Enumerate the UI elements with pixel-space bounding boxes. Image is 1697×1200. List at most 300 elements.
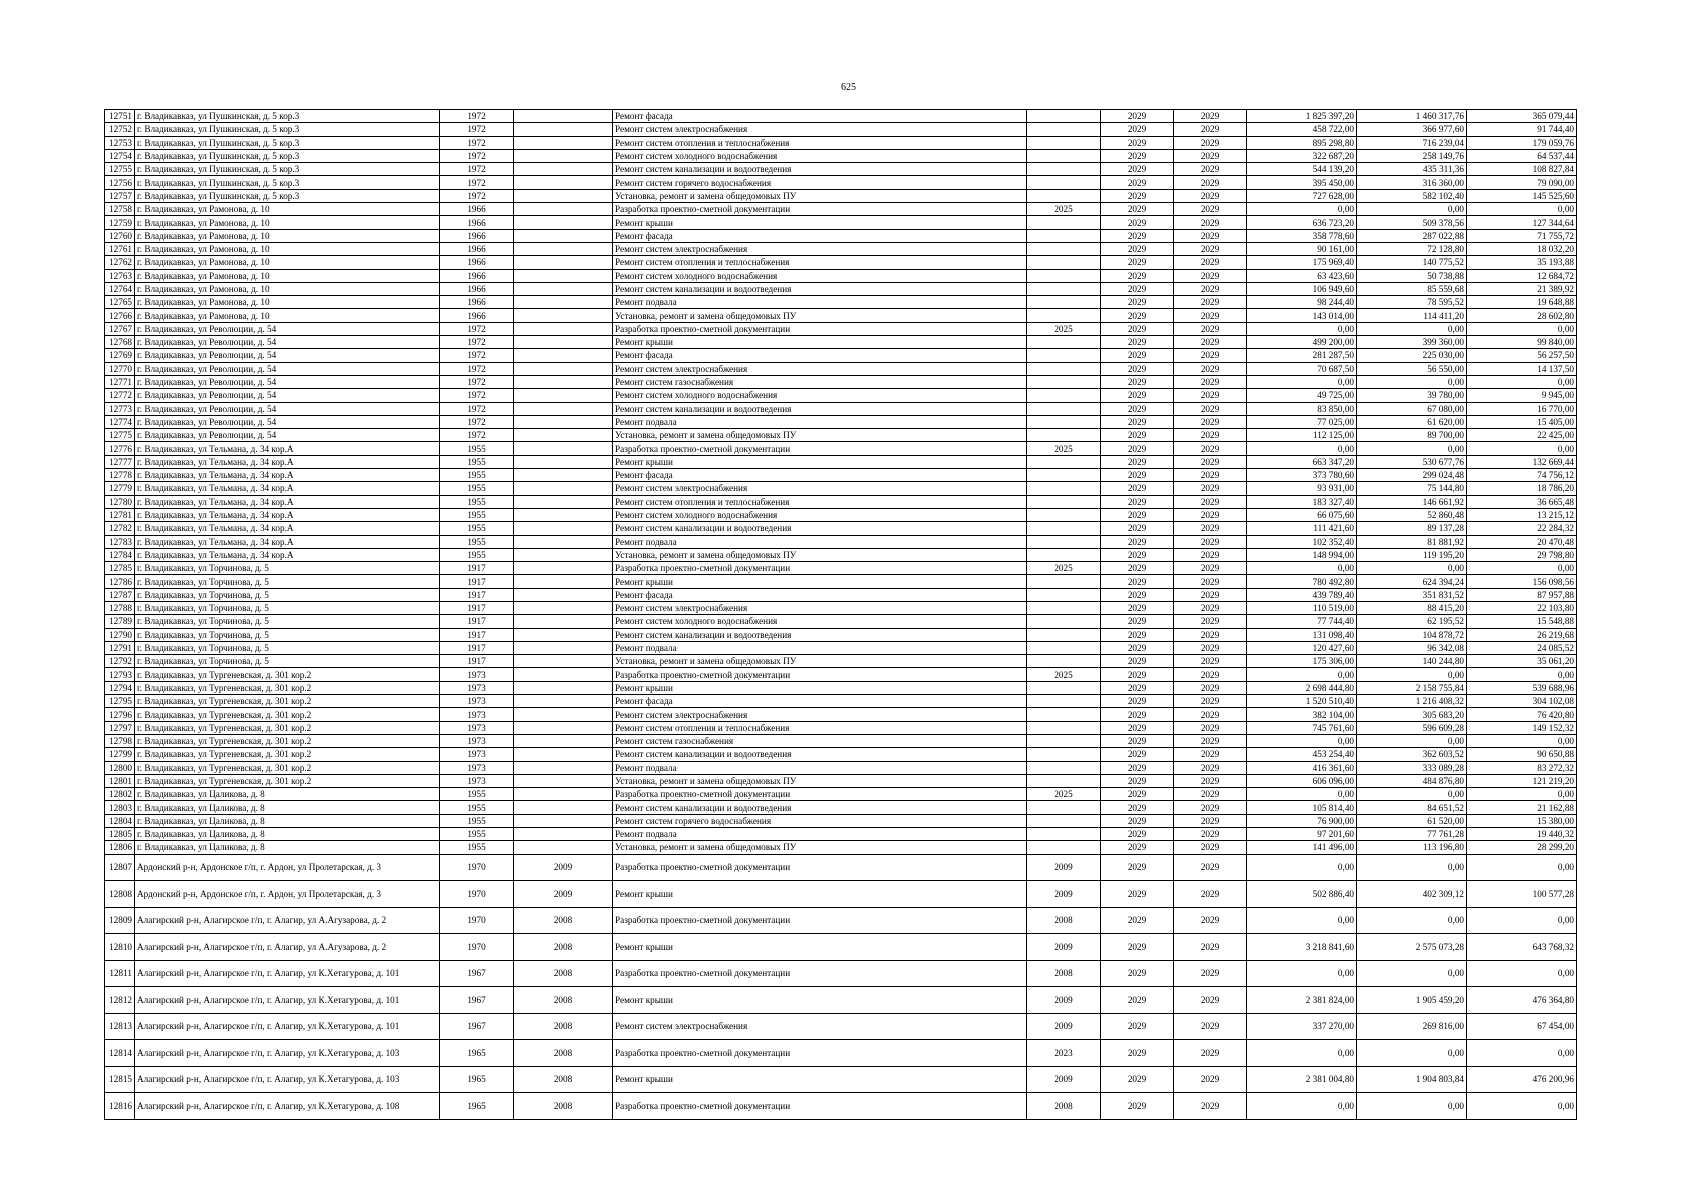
address-cell: г. Владикавказ, ул Революции, д. 54 [135,349,440,362]
design-year-cell: 2008 [1027,907,1101,934]
row-id: 12803 [105,801,135,814]
plan-year-end-cell: 2029 [1174,508,1247,521]
owner-cost-cell: 56 257,50 [1467,349,1577,362]
address-cell: г. Владикавказ, ул Рамонова, д. 10 [135,256,440,269]
plan-year-start-cell: 2029 [1101,136,1174,149]
total-cost-cell: 1 520 510,40 [1247,695,1357,708]
total-cost-cell: 143 014,00 [1247,309,1357,322]
work-type-cell: Установка, ремонт и замена общедомовых ПУ [613,429,1027,442]
fund-cost-cell: 0,00 [1357,1040,1467,1067]
build-year-cell: 1973 [440,761,514,774]
plan-year-start-cell: 2029 [1101,1040,1174,1067]
address-cell: г. Владикавказ, ул Пушкинская, д. 5 кор.3 [135,189,440,202]
owner-cost-cell: 0,00 [1467,203,1577,216]
build-year-cell: 1972 [440,163,514,176]
owner-cost-cell: 476 200,96 [1467,1066,1577,1093]
build-year-cell: 1966 [440,269,514,282]
fund-cost-cell: 88 415,20 [1357,601,1467,614]
total-cost-cell: 895 298,80 [1247,136,1357,149]
last-repair-cell: 2009 [514,881,613,908]
total-cost-cell: 131 098,40 [1247,628,1357,641]
design-year-cell [1027,136,1101,149]
build-year-cell: 1967 [440,1013,514,1040]
fund-cost-cell: 624 394,24 [1357,575,1467,588]
row-id: 12751 [105,110,135,123]
address-cell: Ардонский р-н, Ардонское г/п, г. Ардон, ул Пролетарская, д. 3 [135,881,440,908]
fund-cost-cell: 1 904 803,84 [1357,1066,1467,1093]
plan-year-end-cell: 2029 [1174,734,1247,747]
table-row [105,402,1577,415]
table-row [105,535,1577,548]
plan-year-end-cell: 2029 [1174,349,1247,362]
fund-cost-cell: 96 342,08 [1357,641,1467,654]
total-cost-cell: 175 969,40 [1247,256,1357,269]
address-cell: г. Владикавказ, ул Тельмана, д. 34 кор.А [135,508,440,521]
address-cell: г. Владикавказ, ул Тельмана, д. 34 кор.А [135,495,440,508]
address-cell: г. Владикавказ, ул Цаликова, д. 8 [135,788,440,801]
total-cost-cell: 0,00 [1247,788,1357,801]
total-cost-cell: 110 519,00 [1247,601,1357,614]
row-id: 12786 [105,575,135,588]
total-cost-cell: 3 218 841,60 [1247,934,1357,961]
total-cost-cell: 90 161,00 [1247,242,1357,255]
fund-cost-cell: 258 149,76 [1357,149,1467,162]
table-row [105,881,1577,908]
work-type-cell: Ремонт фасада [613,695,1027,708]
plan-year-start-cell: 2029 [1101,774,1174,787]
owner-cost-cell: 26 219,68 [1467,628,1577,641]
plan-year-end-cell: 2029 [1174,229,1247,242]
plan-year-end-cell: 2029 [1174,455,1247,468]
table-row [105,681,1577,694]
total-cost-cell: 544 139,20 [1247,163,1357,176]
table-row [105,455,1577,468]
plan-year-end-cell: 2029 [1174,149,1247,162]
build-year-cell: 1917 [440,655,514,668]
design-year-cell: 2025 [1027,668,1101,681]
owner-cost-cell: 16 770,00 [1467,402,1577,415]
build-year-cell: 1973 [440,668,514,681]
plan-year-start-cell: 2029 [1101,575,1174,588]
design-year-cell [1027,362,1101,375]
table-row [105,987,1577,1014]
address-cell: г. Владикавказ, ул Торчинова, д. 5 [135,641,440,654]
build-year-cell: 1972 [440,176,514,189]
total-cost-cell: 0,00 [1247,322,1357,335]
design-year-cell [1027,482,1101,495]
fund-cost-cell: 1 460 317,76 [1357,110,1467,123]
owner-cost-cell: 0,00 [1467,734,1577,747]
build-year-cell: 1917 [440,641,514,654]
plan-year-start-cell: 2029 [1101,535,1174,548]
total-cost-cell: 727 628,00 [1247,189,1357,202]
plan-year-end-cell: 2029 [1174,362,1247,375]
last-repair-cell [514,442,613,455]
address-cell: Алагирский р-н, Алагирское г/п, г. Алагир, ул К.Хетагурова, д. 101 [135,1013,440,1040]
plan-year-end-cell: 2029 [1174,535,1247,548]
plan-year-start-cell: 2029 [1101,336,1174,349]
total-cost-cell: 0,00 [1247,960,1357,987]
owner-cost-cell: 149 152,32 [1467,721,1577,734]
address-cell: г. Владикавказ, ул Тургеневская, д. 301 кор.2 [135,774,440,787]
design-year-cell: 2025 [1027,442,1101,455]
design-year-cell [1027,535,1101,548]
fund-cost-cell: 716 239,04 [1357,136,1467,149]
total-cost-cell: 458 722,00 [1247,123,1357,136]
last-repair-cell: 2008 [514,1040,613,1067]
address-cell: Алагирский р-н, Алагирское г/п, г. Алагир, ул А.Агузарова, д. 2 [135,934,440,961]
last-repair-cell: 2008 [514,987,613,1014]
build-year-cell: 1917 [440,615,514,628]
work-type-cell: Ремонт систем электроснабжения [613,362,1027,375]
build-year-cell: 1966 [440,203,514,216]
owner-cost-cell: 21 162,88 [1467,801,1577,814]
plan-year-end-cell: 2029 [1174,748,1247,761]
work-type-cell: Ремонт систем отопления и теплоснабжения [613,256,1027,269]
plan-year-start-cell: 2029 [1101,655,1174,668]
work-type-cell: Ремонт подвала [613,761,1027,774]
last-repair-cell [514,349,613,362]
fund-cost-cell: 1 216 408,32 [1357,695,1467,708]
plan-year-end-cell: 2029 [1174,615,1247,628]
row-id: 12770 [105,362,135,375]
build-year-cell: 1917 [440,575,514,588]
fund-cost-cell: 78 595,52 [1357,296,1467,309]
plan-year-start-cell: 2029 [1101,216,1174,229]
table-row [105,229,1577,242]
owner-cost-cell: 0,00 [1467,788,1577,801]
owner-cost-cell: 0,00 [1467,322,1577,335]
work-type-cell: Ремонт крыши [613,934,1027,961]
design-year-cell [1027,216,1101,229]
plan-year-end-cell: 2029 [1174,655,1247,668]
total-cost-cell: 2 698 444,80 [1247,681,1357,694]
plan-year-start-cell: 2029 [1101,242,1174,255]
last-repair-cell [514,362,613,375]
build-year-cell: 1972 [440,349,514,362]
build-year-cell: 1973 [440,774,514,787]
work-type-cell: Ремонт систем отопления и теплоснабжения [613,136,1027,149]
build-year-cell: 1966 [440,216,514,229]
row-id: 12813 [105,1013,135,1040]
total-cost-cell: 76 900,00 [1247,814,1357,827]
design-year-cell: 2009 [1027,1013,1101,1040]
address-cell: г. Владикавказ, ул Революции, д. 54 [135,362,440,375]
address-cell: г. Владикавказ, ул Пушкинская, д. 5 кор.3 [135,176,440,189]
work-type-cell: Ремонт систем холодного водоснабжения [613,149,1027,162]
work-type-cell: Ремонт подвала [613,535,1027,548]
build-year-cell: 1973 [440,695,514,708]
work-type-cell: Ремонт подвала [613,415,1027,428]
total-cost-cell: 0,00 [1247,854,1357,881]
work-type-cell: Ремонт систем холодного водоснабжения [613,269,1027,282]
build-year-cell: 1972 [440,136,514,149]
last-repair-cell [514,203,613,216]
total-cost-cell: 373 780,60 [1247,469,1357,482]
build-year-cell: 1973 [440,721,514,734]
plan-year-end-cell: 2029 [1174,681,1247,694]
last-repair-cell [514,415,613,428]
fund-cost-cell: 67 080,00 [1357,402,1467,415]
plan-year-end-cell: 2029 [1174,482,1247,495]
design-year-cell [1027,615,1101,628]
row-id: 12769 [105,349,135,362]
owner-cost-cell: 156 098,56 [1467,575,1577,588]
work-type-cell: Ремонт крыши [613,455,1027,468]
row-id: 12811 [105,960,135,987]
address-cell: Алагирский р-н, Алагирское г/п, г. Алагир, ул А.Агузарова, д. 2 [135,907,440,934]
address-cell: г. Владикавказ, ул Рамонова, д. 10 [135,242,440,255]
build-year-cell: 1955 [440,508,514,521]
build-year-cell: 1966 [440,296,514,309]
design-year-cell [1027,695,1101,708]
owner-cost-cell: 87 957,88 [1467,588,1577,601]
row-id: 12796 [105,708,135,721]
build-year-cell: 1965 [440,1040,514,1067]
design-year-cell [1027,176,1101,189]
owner-cost-cell: 24 085,52 [1467,641,1577,654]
work-type-cell: Ремонт систем электроснабжения [613,123,1027,136]
row-id: 12775 [105,429,135,442]
design-year-cell [1027,588,1101,601]
last-repair-cell [514,229,613,242]
plan-year-end-cell: 2029 [1174,987,1247,1014]
address-cell: г. Владикавказ, ул Пушкинская, д. 5 кор.3 [135,149,440,162]
address-cell: г. Владикавказ, ул Цаликова, д. 8 [135,828,440,841]
plan-year-start-cell: 2029 [1101,389,1174,402]
fund-cost-cell: 89 700,00 [1357,429,1467,442]
row-id: 12766 [105,309,135,322]
address-cell: г. Владикавказ, ул Революции, д. 54 [135,415,440,428]
design-year-cell [1027,801,1101,814]
address-cell: г. Владикавказ, ул Тургеневская, д. 301 кор.2 [135,668,440,681]
address-cell: г. Владикавказ, ул Рамонова, д. 10 [135,269,440,282]
work-type-cell: Ремонт систем канализации и водоотведения [613,628,1027,641]
fund-cost-cell: 61 520,00 [1357,814,1467,827]
plan-year-end-cell: 2029 [1174,721,1247,734]
row-id: 12759 [105,216,135,229]
design-year-cell [1027,469,1101,482]
table-row [105,336,1577,349]
design-year-cell [1027,402,1101,415]
plan-year-start-cell: 2029 [1101,375,1174,388]
address-cell: г. Владикавказ, ул Тургеневская, д. 301 кор.2 [135,734,440,747]
fund-cost-cell: 104 878,72 [1357,628,1467,641]
row-id: 12760 [105,229,135,242]
row-id: 12793 [105,668,135,681]
plan-year-end-cell: 2029 [1174,562,1247,575]
design-year-cell: 2009 [1027,881,1101,908]
address-cell: г. Владикавказ, ул Торчинова, д. 5 [135,655,440,668]
last-repair-cell [514,176,613,189]
owner-cost-cell: 15 380,00 [1467,814,1577,827]
total-cost-cell: 337 270,00 [1247,1013,1357,1040]
table-row [105,189,1577,202]
fund-cost-cell: 305 683,20 [1357,708,1467,721]
plan-year-end-cell: 2029 [1174,296,1247,309]
plan-year-start-cell: 2029 [1101,721,1174,734]
fund-cost-cell: 333 089,28 [1357,761,1467,774]
table-row [105,216,1577,229]
table-row [105,203,1577,216]
design-year-cell: 2025 [1027,788,1101,801]
row-id: 12798 [105,734,135,747]
build-year-cell: 1972 [440,123,514,136]
fund-cost-cell: 530 677,76 [1357,455,1467,468]
table-row [105,562,1577,575]
total-cost-cell: 358 778,60 [1247,229,1357,242]
row-id: 12804 [105,814,135,827]
fund-cost-cell: 2 575 073,28 [1357,934,1467,961]
plan-year-end-cell: 2029 [1174,695,1247,708]
total-cost-cell: 0,00 [1247,734,1357,747]
build-year-cell: 1972 [440,389,514,402]
address-cell: г. Владикавказ, ул Рамонова, д. 10 [135,216,440,229]
design-year-cell: 2009 [1027,934,1101,961]
work-type-cell: Ремонт систем горячего водоснабжения [613,814,1027,827]
plan-year-end-cell: 2029 [1174,309,1247,322]
work-type-cell: Установка, ремонт и замена общедомовых ПУ [613,841,1027,854]
total-cost-cell: 120 427,60 [1247,641,1357,654]
table-row [105,362,1577,375]
plan-year-end-cell: 2029 [1174,429,1247,442]
plan-year-start-cell: 2029 [1101,442,1174,455]
address-cell: г. Владикавказ, ул Революции, д. 54 [135,429,440,442]
design-year-cell: 2008 [1027,1093,1101,1120]
address-cell: г. Владикавказ, ул Рамонова, д. 10 [135,282,440,295]
table-row [105,761,1577,774]
last-repair-cell [514,322,613,335]
last-repair-cell [514,628,613,641]
work-type-cell: Ремонт систем холодного водоснабжения [613,389,1027,402]
build-year-cell: 1970 [440,934,514,961]
build-year-cell: 1966 [440,256,514,269]
total-cost-cell: 77 025,00 [1247,415,1357,428]
build-year-cell: 1955 [440,788,514,801]
work-type-cell: Ремонт систем газоснабжения [613,734,1027,747]
table-row [105,641,1577,654]
build-year-cell: 1972 [440,149,514,162]
build-year-cell: 1955 [440,455,514,468]
owner-cost-cell: 15 548,88 [1467,615,1577,628]
fund-cost-cell: 140 244,80 [1357,655,1467,668]
build-year-cell: 1955 [440,522,514,535]
work-type-cell: Ремонт подвала [613,828,1027,841]
fund-cost-cell: 484 876,80 [1357,774,1467,787]
plan-year-end-cell: 2029 [1174,522,1247,535]
owner-cost-cell: 12 684,72 [1467,269,1577,282]
plan-year-start-cell: 2029 [1101,349,1174,362]
last-repair-cell: 2008 [514,1093,613,1120]
last-repair-cell [514,588,613,601]
last-repair-cell [514,429,613,442]
design-year-cell: 2009 [1027,854,1101,881]
last-repair-cell [514,562,613,575]
plan-year-end-cell: 2029 [1174,708,1247,721]
work-type-cell: Ремонт систем электроснабжения [613,242,1027,255]
owner-cost-cell: 0,00 [1467,668,1577,681]
table-row [105,123,1577,136]
total-cost-cell: 183 327,40 [1247,495,1357,508]
plan-year-end-cell: 2029 [1174,774,1247,787]
plan-year-end-cell: 2029 [1174,668,1247,681]
table-row [105,1013,1577,1040]
last-repair-cell [514,110,613,123]
fund-cost-cell: 402 309,12 [1357,881,1467,908]
row-id: 12754 [105,149,135,162]
design-year-cell [1027,628,1101,641]
plan-year-start-cell: 2029 [1101,1066,1174,1093]
plan-year-end-cell: 2029 [1174,375,1247,388]
fund-cost-cell: 0,00 [1357,203,1467,216]
table-row [105,429,1577,442]
row-id: 12801 [105,774,135,787]
build-year-cell: 1955 [440,548,514,561]
plan-year-end-cell: 2029 [1174,110,1247,123]
row-id: 12788 [105,601,135,614]
row-id: 12812 [105,987,135,1014]
owner-cost-cell: 22 284,32 [1467,522,1577,535]
plan-year-end-cell: 2029 [1174,389,1247,402]
total-cost-cell: 416 361,60 [1247,761,1357,774]
design-year-cell [1027,655,1101,668]
total-cost-cell: 0,00 [1247,203,1357,216]
build-year-cell: 1967 [440,960,514,987]
owner-cost-cell: 127 344,64 [1467,216,1577,229]
table-row [105,748,1577,761]
work-type-cell: Разработка проектно-сметной документации [613,907,1027,934]
row-id: 12753 [105,136,135,149]
build-year-cell: 1973 [440,734,514,747]
owner-cost-cell: 36 665,48 [1467,495,1577,508]
fund-cost-cell: 0,00 [1357,788,1467,801]
address-cell: г. Владикавказ, ул Революции, д. 54 [135,402,440,415]
plan-year-end-cell: 2029 [1174,960,1247,987]
plan-year-start-cell: 2029 [1101,907,1174,934]
table-row [105,695,1577,708]
address-cell: г. Владикавказ, ул Тургеневская, д. 301 кор.2 [135,695,440,708]
plan-year-end-cell: 2029 [1174,242,1247,255]
plan-year-end-cell: 2029 [1174,269,1247,282]
total-cost-cell: 83 850,00 [1247,402,1357,415]
table-row [105,814,1577,827]
fund-cost-cell: 0,00 [1357,562,1467,575]
build-year-cell: 1955 [440,828,514,841]
owner-cost-cell: 145 525,60 [1467,189,1577,202]
row-id: 12814 [105,1040,135,1067]
plan-year-end-cell: 2029 [1174,336,1247,349]
row-id: 12773 [105,402,135,415]
design-year-cell [1027,349,1101,362]
work-type-cell: Ремонт крыши [613,336,1027,349]
owner-cost-cell: 21 389,92 [1467,282,1577,295]
row-id: 12800 [105,761,135,774]
total-cost-cell: 97 201,60 [1247,828,1357,841]
plan-year-start-cell: 2029 [1101,695,1174,708]
last-repair-cell [514,721,613,734]
table-row [105,601,1577,614]
last-repair-cell: 2008 [514,907,613,934]
last-repair-cell [514,242,613,255]
work-type-cell: Разработка проектно-сметной документации [613,854,1027,881]
owner-cost-cell: 99 840,00 [1467,336,1577,349]
fund-cost-cell: 0,00 [1357,960,1467,987]
total-cost-cell: 745 761,60 [1247,721,1357,734]
plan-year-start-cell: 2029 [1101,402,1174,415]
last-repair-cell [514,256,613,269]
table-row [105,615,1577,628]
row-id: 12776 [105,442,135,455]
